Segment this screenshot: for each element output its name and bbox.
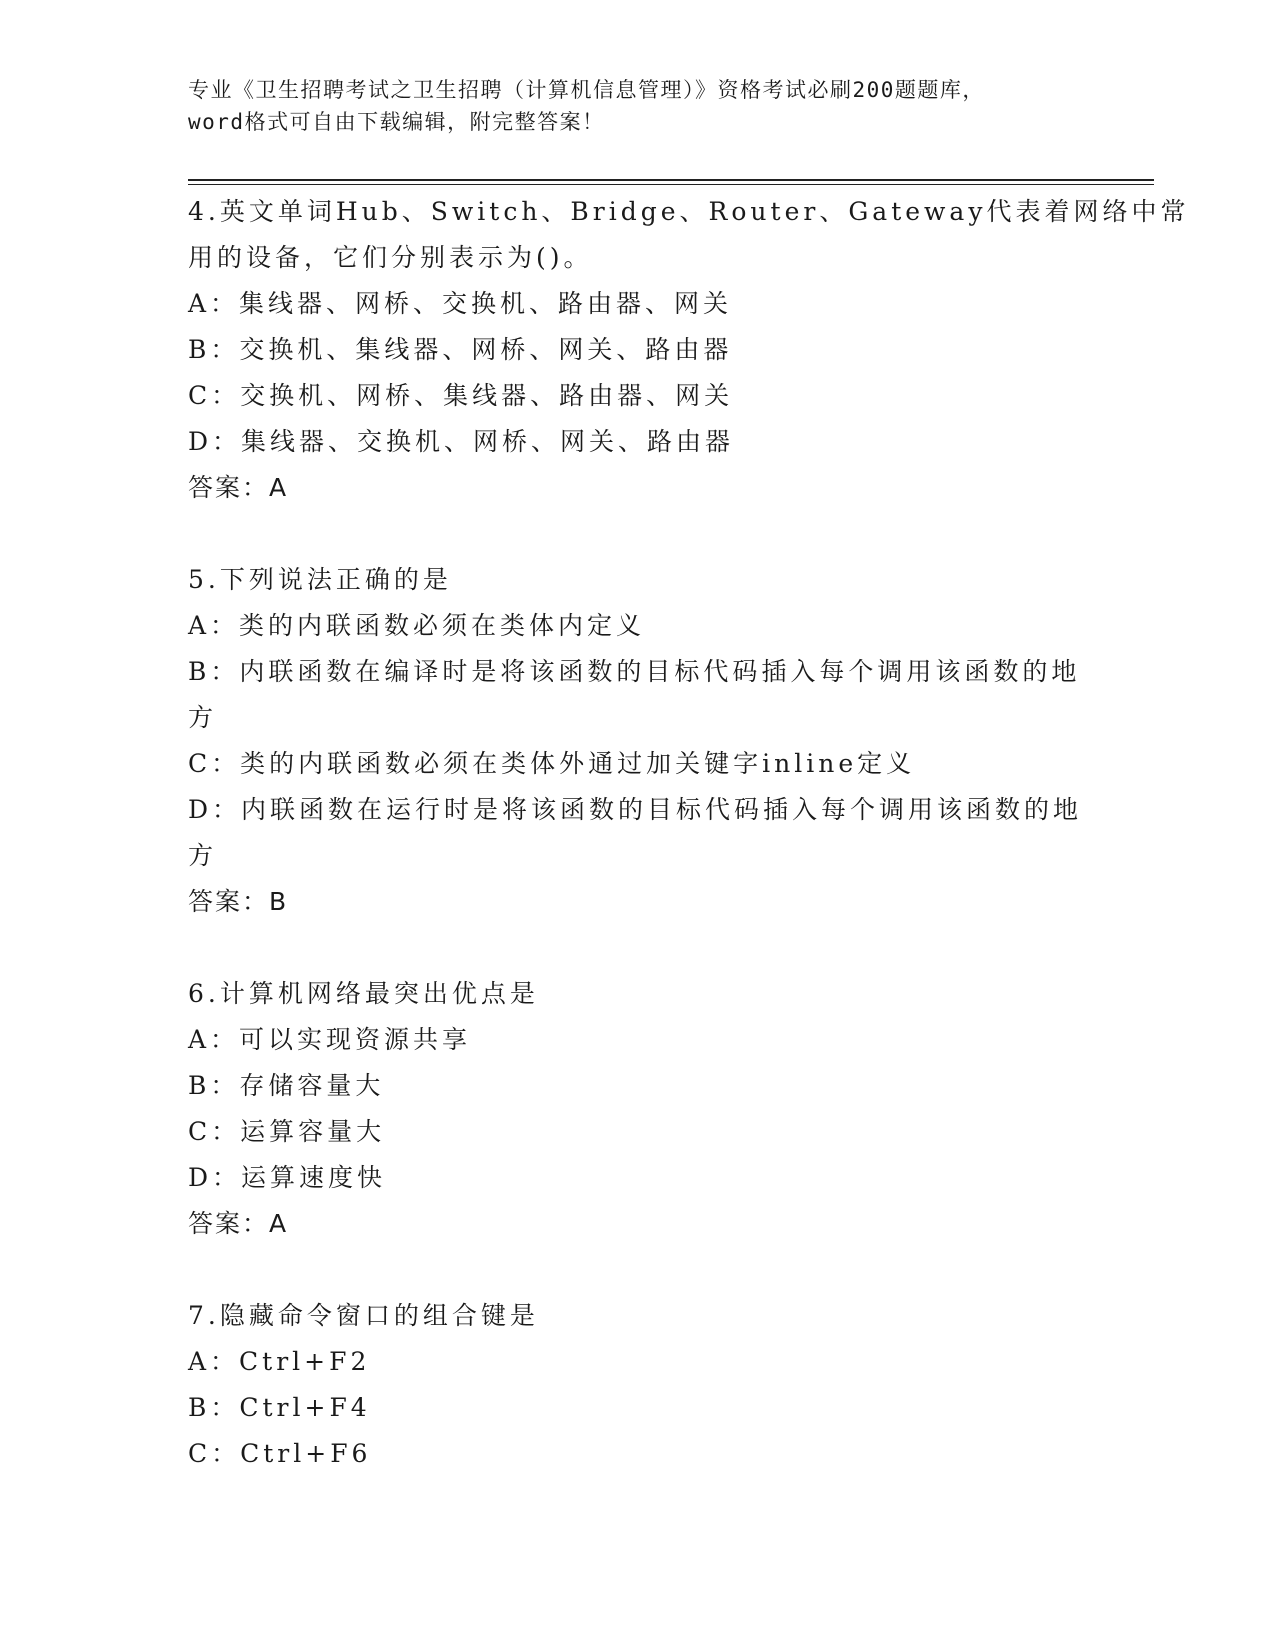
option-c: C：Ctrl+F6 bbox=[188, 1439, 372, 1468]
document-header bbox=[188, 74, 1088, 138]
option-d: 方 bbox=[188, 841, 218, 870]
question-spacer bbox=[188, 511, 1088, 557]
option-b: 方 bbox=[188, 703, 218, 732]
header-title-line-2: word格式可自由下载编辑，附完整答案！ bbox=[188, 110, 605, 134]
answer-label: 答案：A bbox=[188, 1209, 289, 1238]
option-d: D：内联函数在运行时是将该函数的目标代码插入每个调用该函数的地 bbox=[188, 795, 1083, 824]
question-list bbox=[188, 189, 1190, 1477]
option-a: A：类的内联函数必须在类体内定义 bbox=[188, 611, 646, 640]
question-block bbox=[188, 189, 1190, 557]
header-divider-thick bbox=[188, 179, 1154, 181]
option-c: C：类的内联函数必须在类体外通过加关键字inline定义 bbox=[188, 749, 916, 778]
option-a: A：Ctrl+F2 bbox=[188, 1347, 371, 1376]
header-title-line-1: 专业《卫生招聘考试之卫生招聘（计算机信息管理）》资格考试必刷200题题库， bbox=[188, 78, 985, 102]
option-d: D：集线器、交换机、网桥、网关、路由器 bbox=[188, 427, 735, 456]
option-b: B：存储容量大 bbox=[188, 1071, 385, 1100]
option-d: D：运算速度快 bbox=[188, 1163, 387, 1192]
question-stem: 6.计算机网络最突出优点是 bbox=[188, 979, 539, 1008]
question-stem: 用的设备，它们分别表示为()。 bbox=[188, 243, 593, 272]
question-stem: 7.隐藏命令窗口的组合键是 bbox=[188, 1301, 539, 1330]
question-spacer bbox=[188, 1247, 1088, 1293]
header-divider-thin bbox=[188, 184, 1154, 185]
option-a: A：集线器、网桥、交换机、路由器、网关 bbox=[188, 289, 733, 318]
question-stem: 5.下列说法正确的是 bbox=[188, 565, 452, 594]
option-c: C：交换机、网桥、集线器、路由器、网关 bbox=[188, 381, 734, 410]
question-block bbox=[188, 971, 1088, 1293]
answer-label: 答案：A bbox=[188, 473, 289, 502]
option-c: C：运算容量大 bbox=[188, 1117, 386, 1146]
option-b: B：Ctrl+F4 bbox=[188, 1393, 371, 1422]
answer-label: 答案：B bbox=[188, 887, 289, 916]
question-block bbox=[188, 1293, 1088, 1477]
option-a: A：可以实现资源共享 bbox=[188, 1025, 472, 1054]
question-stem: 4.英文单词Hub、Switch、Bridge、Router、Gateway代表着网络中常 bbox=[188, 197, 1190, 226]
option-b: B：交换机、集线器、网桥、网关、路由器 bbox=[188, 335, 733, 364]
question-spacer bbox=[188, 925, 1088, 971]
question-block bbox=[188, 557, 1088, 971]
option-b: B：内联函数在编译时是将该函数的目标代码插入每个调用该函数的地 bbox=[188, 657, 1081, 686]
